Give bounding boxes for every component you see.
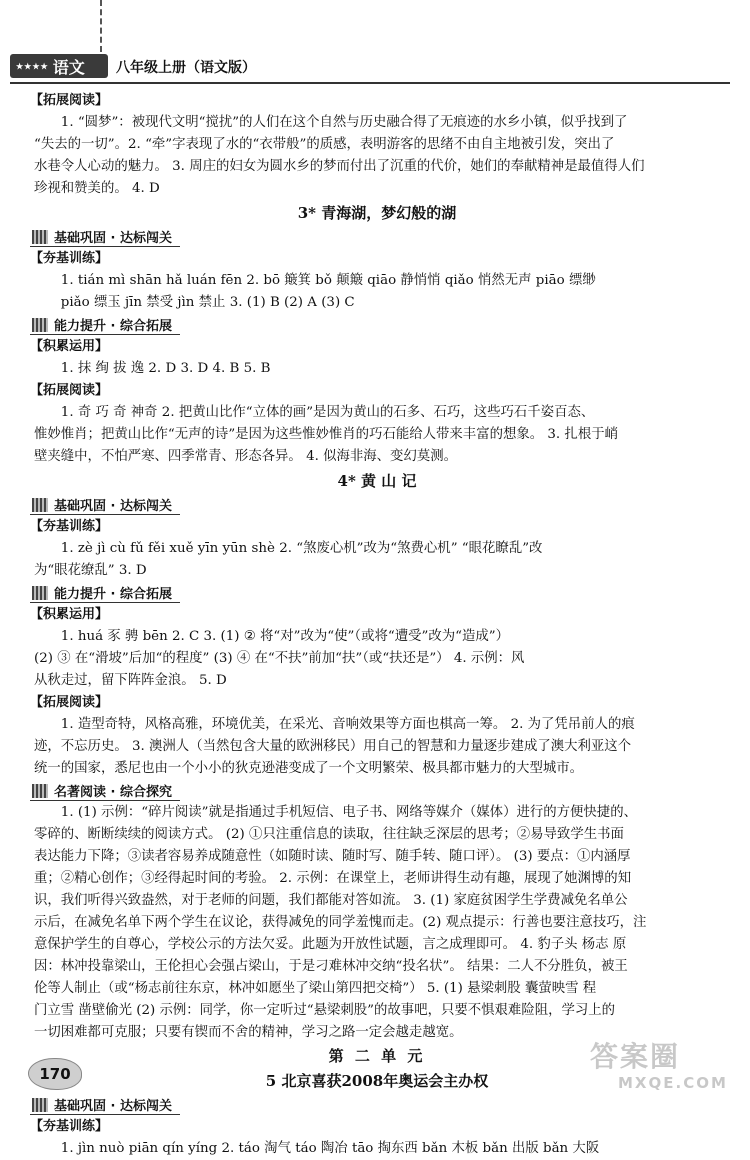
- binding-dash-line: [100, 0, 102, 52]
- answer-line: 伦等人制止（或“杨志前往东京，林冲如愿坐了梁山第四把交椅”） 5. (1) 悬梁刺股 囊萤映雪 程: [34, 981, 597, 996]
- subsection-tag: 【夯基训练】: [30, 519, 109, 534]
- banner-icon: [32, 230, 48, 244]
- subject-badge: [10, 54, 108, 78]
- answer-line: 从秋走过，留下阵阵金浪。 5. D: [34, 673, 227, 688]
- section-heading: [30, 780, 720, 802]
- watermark-text: 答案圈: [590, 1040, 681, 1073]
- lesson-title: 4* 黄 山 记: [337, 472, 417, 490]
- answer-line: 零碎的、断断续续的阅读方式。 (2) ①只注重信息的读取，往往缺乏深层的思考；②易导致学生书面: [34, 827, 624, 842]
- banner-icon: [32, 1098, 48, 1112]
- header-rule: [10, 82, 730, 84]
- answer-line: 1. huá 豕 骋 bēn 2. C 3. (1) ② 将“对”改为“使”（或将“遭受”改为“造成”）: [60, 629, 509, 644]
- banner-icon: [32, 586, 48, 600]
- answer-line: 为“眼花缭乱” 3. D: [34, 563, 147, 578]
- subsection-tag: 【夯基训练】: [30, 251, 109, 266]
- answer-line: 1. (1) 示例：“碎片阅读”就是指通过手机短信、电子书、网络等媒介（媒体）进行的方便快捷的、: [60, 805, 637, 820]
- answer-line: 迹，不忘历史。 3. 澳洲人（当然包含大量的欧洲移民）用自己的智慧和力量逐步建成了澳大利亚这个: [34, 739, 632, 754]
- subsection-tag: 【积累运用】: [30, 607, 109, 622]
- unit-title: 第 二 单 元: [328, 1047, 426, 1065]
- subsection-tag: 【拓展阅读】: [30, 695, 109, 710]
- answer-line: “失去的一切”。2. “牵”字表现了水的“衣带般”的质感，表明游客的思绪不由自主地被引发，突出了: [34, 137, 615, 152]
- difficulty-stars: ★★★★: [16, 61, 49, 71]
- answer-line: 统一的国家，悉尼也由一个小小的狄克逊港变成了一个文明繁荣、极具都市魅力的大型城市。: [34, 761, 584, 776]
- answer-line: 表达能力下降；③读者容易养成随意性（如随时读、随时写、随手转、随口评）。 (3) 要点：①内涵厚: [34, 849, 631, 864]
- answer-line: 珍视和赞美的。 4. D: [34, 181, 160, 196]
- subsection-tag: 【积累运用】: [30, 339, 109, 354]
- answer-line: 惟妙惟肖；把黄山比作“无声的诗”是因为这些惟妙惟肖的巧石能给人带来丰富的想象。 3. 扎根于峭: [34, 427, 618, 442]
- section-banner: [30, 1096, 180, 1115]
- section-banner: [30, 782, 180, 801]
- subject-label: 语文: [52, 57, 85, 77]
- section-banner: [30, 584, 180, 603]
- answer-line: 1. 奇 巧 奇 神奇 2. 把黄山比作“立体的画”是因为黄山的石多、石巧，这些巧石千姿百态、: [60, 405, 595, 420]
- answer-line: 1. 造型奇特，风格高雅，环境优美，在采光、音响效果等方面也棋高一筹。 2. 为了凭吊前人的痕: [60, 717, 635, 732]
- section-title: 名著阅读 · 综合探究: [54, 785, 172, 800]
- answer-line: piǎo 缥玉 jīn 禁受 jìn 禁止 3. (1) B (2) A (3) C: [60, 295, 355, 310]
- answer-line: (2) ③ 在“滑坡”后加“的程度” (3) ④ 在“不扶”前加“扶”（或“扶还是”） 4. 示例：风: [34, 651, 525, 666]
- section-heading: [30, 226, 720, 248]
- lesson-title: 5 北京喜获2008年奥运会主办权: [265, 1072, 489, 1090]
- answer-line: 1. tián mì shān hǎ luán fēn 2. bō 簸箕 bǒ 颠簸 qiāo 静悄悄 qiǎo 悄然无声 piāo 缥缈: [60, 273, 596, 288]
- section-heading: [30, 582, 720, 604]
- section-banner: [30, 496, 180, 515]
- answer-line: 壁夹缝中，不怕严寒、四季常青、形态各异。 4. 似海非海、变幻莫测。: [34, 449, 458, 464]
- section-title: 能力提升 · 综合拓展: [54, 587, 172, 602]
- answer-line: 示后，在减免名单下两个学生在议论，获得减免的同学羞愧而走。(2) 观点提示：行善也要注意技巧，注: [34, 915, 647, 930]
- answer-line: 水巷令人心动的魅力。 3. 周庄的妇女为圆水乡的梦而付出了沉重的代价，她们的奉献精神是最值得人们: [34, 159, 645, 174]
- section-banner: [30, 316, 180, 335]
- page-number: 170: [28, 1058, 82, 1090]
- answer-line: 意保护学生的自尊心，学校公示的方法欠妥。此题为开放性试题，言之成理即可。 4. 豹子头 杨志 原: [34, 937, 627, 952]
- section-title: 基础巩固 · 达标闯关: [54, 499, 172, 514]
- lesson-title: 3* 青海湖，梦幻般的湖: [297, 204, 457, 222]
- answer-line: 重；②精心创作；③经得起时间的考验。 2. 示例：在课堂上，老师讲得生动有趣，展现了她渊博的知: [34, 871, 632, 886]
- answer-line: 因：林冲投靠梁山，王伦担心会强占梁山，于是刁难林冲交纳“投名状”。 结果：二人不分胜负，被王: [34, 959, 628, 974]
- answer-line: 门立雪 凿壁偷光 (2) 示例：同学，你一定听过“悬梁刺股”的故事吧，只要不惧艰难险阻，学习上的: [34, 1003, 616, 1018]
- answer-line: 1. “圆梦”：被现代文明“搅扰”的人们在这个自然与历史融合得了无痕迹的水乡小镇，似乎找到了: [60, 115, 628, 130]
- section-banner: [30, 228, 180, 247]
- banner-icon: [32, 318, 48, 332]
- watermark-url: MXQE.COM: [618, 1074, 728, 1092]
- answer-line: 1. 抹 绚 拔 逸 2. D 3. D 4. B 5. B: [60, 361, 271, 376]
- answer-line: 一切困难都可克服；只要有锲而不舍的精神，学习之路一定会越走越宽。: [34, 1025, 463, 1040]
- section-heading: [30, 314, 720, 336]
- page-header: [10, 52, 730, 82]
- banner-icon: [32, 784, 48, 798]
- section-title: 能力提升 · 综合拓展: [54, 319, 172, 334]
- answer-line: 1. jìn nuò piān qín yíng 2. táo 淘气 táo 陶冶 tāo 掏东西 bǎn 木板 bǎn 出版 bǎn 大阪: [60, 1141, 600, 1156]
- section-title: 基础巩固 · 达标闯关: [54, 1099, 172, 1114]
- subsection-tag: 【夯基训练】: [30, 1119, 109, 1134]
- answer-line: 识，我们听得兴致盎然，对于老师的问题，我们都能对答如流。 3. (1) 家庭贫困学生学费减免名单公: [34, 893, 628, 908]
- section-title: 基础巩固 · 达标闯关: [54, 231, 172, 246]
- watermark-logo: [590, 1040, 740, 1098]
- book-title: 八年级上册（语文版）: [116, 60, 256, 76]
- section-heading: [30, 494, 720, 516]
- subsection-tag: 【拓展阅读】: [30, 93, 109, 108]
- answer-content: [30, 90, 720, 1160]
- banner-icon: [32, 498, 48, 512]
- answer-line: 1. zè jì cù fǔ fěi xuě yīn yūn shè 2. “煞废心机”改为“煞费心机” “眼花瞭乱”改: [60, 541, 543, 556]
- subsection-tag: 【拓展阅读】: [30, 383, 109, 398]
